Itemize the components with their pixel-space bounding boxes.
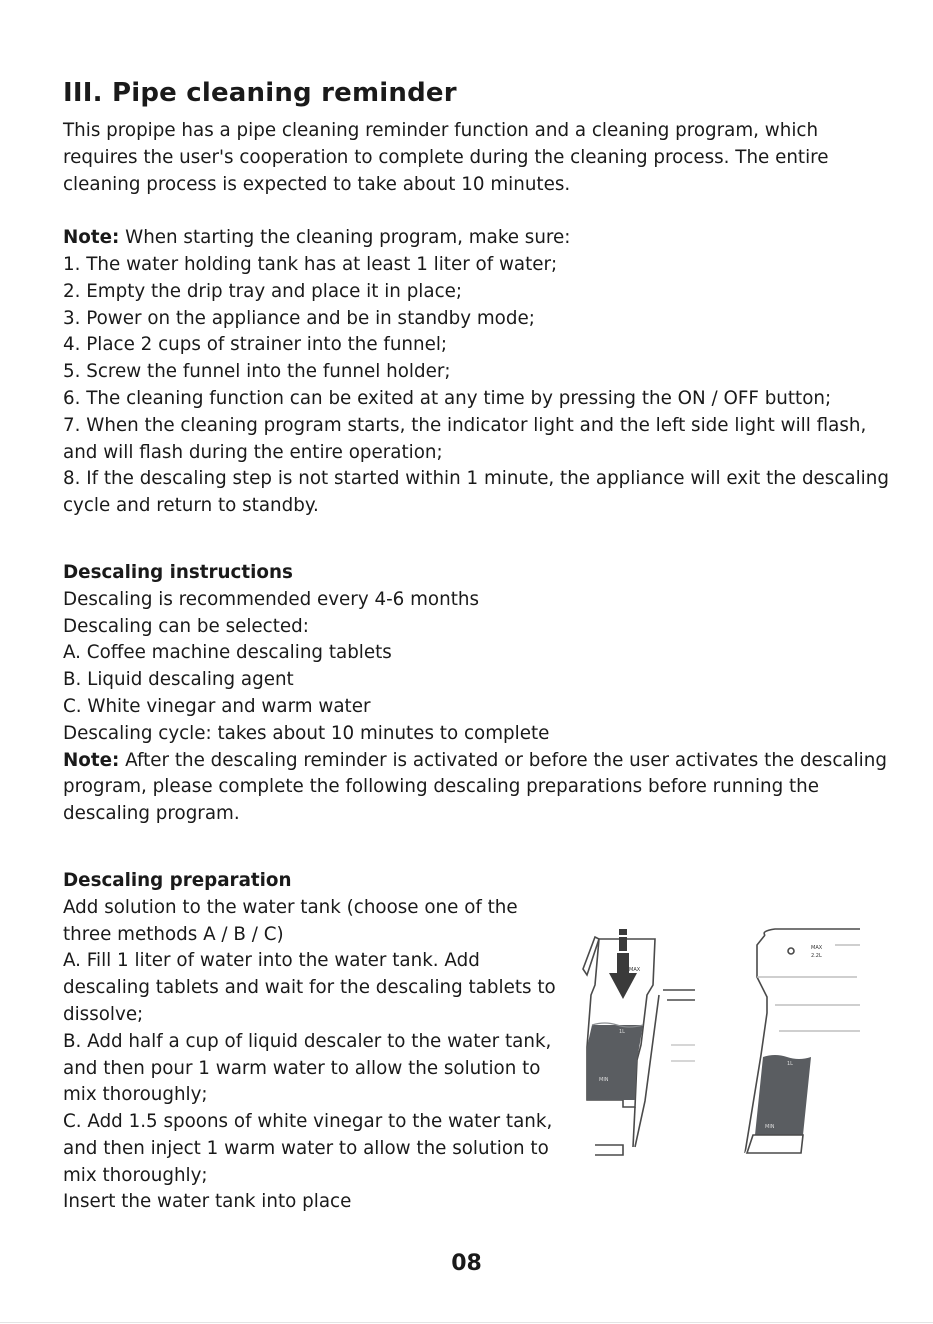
right-capacity-label: 2.2L (811, 953, 822, 959)
intro-line: This propipe has a pipe cleaning reminder function and a cleaning program, which (63, 120, 819, 141)
instruction-line: Descaling is recommended every 4-6 months (63, 588, 479, 610)
right-level-label: 1L (787, 1061, 793, 1067)
preparation-line: dissolve; (63, 1003, 144, 1025)
preparation-line: and then pour 1 warm water to allow the solution to (63, 1057, 541, 1079)
preparation-line: mix thoroughly; (63, 1164, 208, 1186)
note-item: cycle and return to standby. (63, 495, 319, 517)
note-item: 7. When the cleaning program starts, the indicator light and the left side light will flash, (63, 414, 867, 436)
preparation-line: A. Fill 1 liter of water into the water tank. Add (63, 950, 480, 972)
note-item: 4. Place 2 cups of strainer into the funnel; (63, 334, 448, 356)
note-line: program, please complete the following descaling preparations before running the (63, 776, 820, 798)
instruction-line: Descaling cycle: takes about 10 minutes to complete (63, 722, 550, 744)
instruction-line: C. White vinegar and warm water (63, 695, 371, 717)
descaling-instructions-heading: Descaling instructions (63, 561, 293, 583)
cleaning-note (63, 225, 889, 520)
descaling-instructions (63, 560, 887, 828)
preparation-line: mix thoroughly; (63, 1084, 208, 1106)
note-text: When starting the cleaning program, make sure: (119, 227, 571, 249)
note-item: 3. Power on the appliance and be in standby mode; (63, 307, 535, 329)
preparation-line: three methods A / B / C) (63, 923, 284, 945)
intro-line: requires the user's cooperation to complete during the cleaning process. The entire (63, 146, 829, 168)
preparation-line: and then inject 1 warm water to allow the solution to (63, 1137, 549, 1159)
preparation-line: descaling tablets and wait for the descaling tablets to (63, 977, 556, 999)
water-tank-illustration (575, 925, 870, 1170)
note-item: 2. Empty the drip tray and place it in place; (63, 280, 463, 302)
instruction-line: A. Coffee machine descaling tablets (63, 642, 392, 664)
bottom-divider (0, 1322, 933, 1323)
note-item: 1. The water holding tank has at least 1 liter of water; (63, 253, 558, 275)
note-item: 5. Screw the funnel into the funnel holder; (63, 361, 451, 383)
descaling-preparation-heading: Descaling preparation (63, 869, 292, 891)
left-min-label: MIN (599, 1077, 609, 1083)
intro-paragraph (63, 118, 878, 198)
right-tank-drawing (745, 929, 860, 1153)
left-max-label: MAX (629, 967, 641, 973)
right-max-label: MAX (811, 945, 823, 951)
note-item: 8. If the descaling step is not started within 1 minute, the appliance will exit the descaling (63, 468, 889, 490)
instruction-line: Descaling can be selected: (63, 615, 309, 637)
note-line: descaling program. (63, 803, 240, 825)
instruction-line: B. Liquid descaling agent (63, 669, 294, 691)
note-item: and will flash during the entire operation; (63, 441, 443, 463)
preparation-line: C. Add 1.5 spoons of white vinegar to the water tank, (63, 1111, 553, 1133)
preparation-line: Add solution to the water tank (choose one of the (63, 896, 518, 918)
preparation-line: B. Add half a cup of liquid descaler to the water tank, (63, 1030, 552, 1052)
preparation-line: Insert the water tank into place (63, 1191, 352, 1213)
right-min-label: MIN (765, 1124, 775, 1130)
page-number: 08 (451, 1251, 482, 1276)
intro-line: cleaning process is expected to take about 10 minutes. (63, 173, 571, 195)
note-item: 6. The cleaning function can be exited at any time by pressing the ON / OFF button; (63, 387, 832, 409)
note-text: After the descaling reminder is activated or before the user activates the descaling (119, 749, 887, 771)
section-title: III. Pipe cleaning reminder (63, 78, 457, 108)
note-label: Note: (63, 749, 120, 771)
note-label: Note: (63, 227, 120, 249)
left-level-label: 1L (619, 1029, 625, 1035)
